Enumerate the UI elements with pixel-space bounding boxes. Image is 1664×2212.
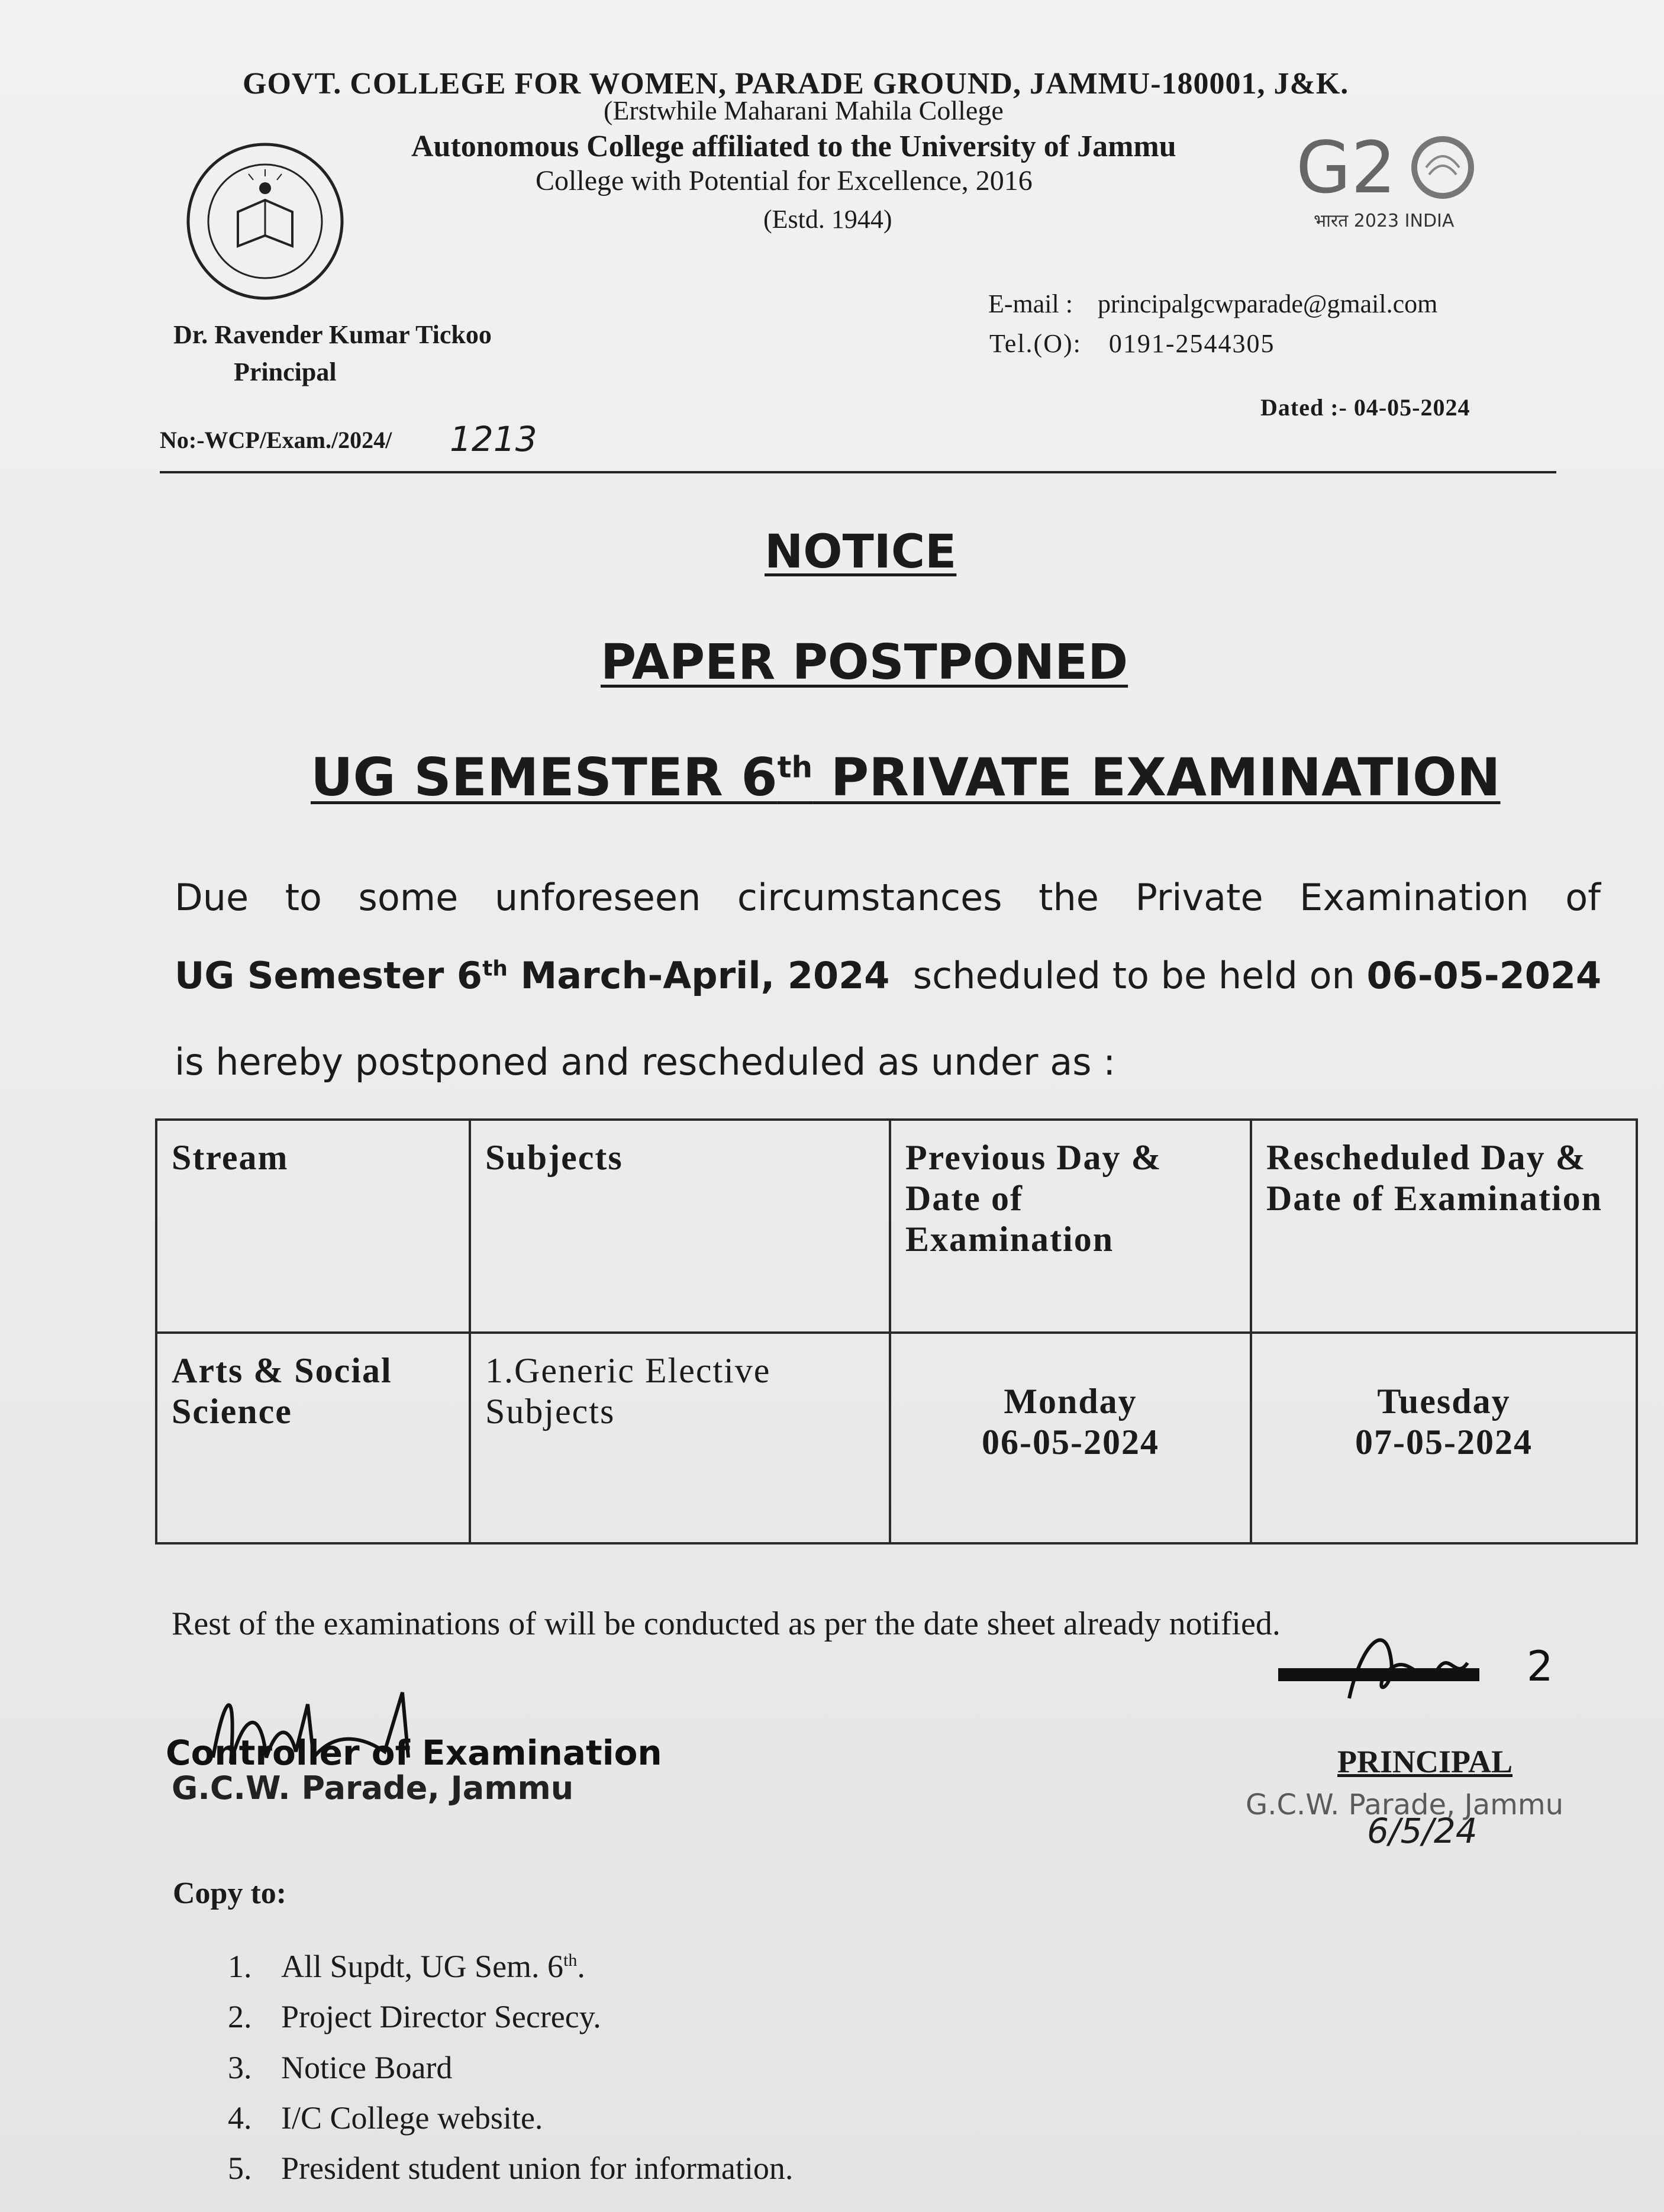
tel-label: Tel.(O): xyxy=(989,329,1082,358)
copy-to-number: 4. xyxy=(228,2100,252,2136)
college-seal-logo xyxy=(185,141,346,302)
body-semester-sup: th xyxy=(482,956,508,981)
body-line-1: Due to some unforeseen circumstances the Private Examination of xyxy=(175,876,1601,919)
copy-to-tail: . xyxy=(577,1949,585,1984)
cell-subjects: 1.Generic Elective Subjects xyxy=(470,1333,890,1543)
exam-title-sup: th xyxy=(777,750,813,785)
controller-subtitle: G.C.W. Parade, Jammu xyxy=(172,1769,574,1807)
cell-previous-day: Monday xyxy=(1004,1382,1137,1421)
rest-of-exams-line: Rest of the examinations of will be conducted as per the date sheet already notified. xyxy=(172,1605,1281,1642)
copy-to-number: 5. xyxy=(228,2150,252,2186)
tel-number: 0191-2544305 xyxy=(1108,329,1275,358)
cell-stream: Arts & Social Science xyxy=(156,1333,470,1543)
body-line-2 xyxy=(175,954,1601,997)
email-label: E-mail : xyxy=(988,289,1073,318)
reference-number-handwritten: 1213 xyxy=(450,419,537,459)
established-line: (Estd. 1944) xyxy=(763,205,892,234)
dated-value: :- 04-05-2024 xyxy=(1330,394,1470,421)
copy-to-label: Copy to: xyxy=(173,1876,287,1910)
copy-to-item xyxy=(228,2100,543,2136)
postponed-title: PAPER POSTPONED xyxy=(601,634,1128,691)
copy-to-text: Notice Board xyxy=(281,2050,453,2085)
copy-to-item xyxy=(228,1948,585,1985)
table-header-stream: Stream xyxy=(156,1120,470,1333)
body-semester: UG Semester 6 xyxy=(175,954,483,997)
exam-title xyxy=(311,747,1501,808)
cell-rescheduled-date: 07-05-2024 xyxy=(1355,1423,1533,1462)
principal-stamp-subtitle: G.C.W. Parade, Jammu xyxy=(1246,1788,1564,1821)
header-divider xyxy=(160,471,1556,473)
cell-rescheduled xyxy=(1251,1333,1637,1543)
reference-number: No:-WCP/Exam./2024/ xyxy=(160,427,392,453)
principal-title: Principal xyxy=(234,357,337,386)
dated-label: Dated xyxy=(1260,394,1324,421)
table-header-subjects: Subjects xyxy=(470,1120,890,1333)
body-line-3: is hereby postponed and rescheduled as under as : xyxy=(175,1040,1116,1084)
exam-title-suffix: PRIVATE EXAMINATION xyxy=(812,747,1501,808)
principal-signature xyxy=(1231,1610,1562,1740)
copy-to-item xyxy=(228,1998,601,2035)
body-original-date: 06-05-2024 xyxy=(1366,954,1602,997)
svg-text:भारत 2023 INDIA: भारत 2023 INDIA xyxy=(1314,211,1455,231)
principal-handwritten-date: 6/5/24 xyxy=(1367,1811,1478,1851)
affiliation-line: Autonomous College affiliated to the University of Jammu xyxy=(411,130,1176,163)
cell-previous xyxy=(890,1333,1251,1543)
cell-rescheduled-day: Tuesday xyxy=(1377,1382,1511,1421)
tel-line xyxy=(989,328,1275,359)
former-name: (Erstwhile Maharani Mahila College xyxy=(604,95,1004,125)
table-header-row xyxy=(156,1120,1637,1333)
copy-to-number: 2. xyxy=(228,1999,252,2034)
exam-title-prefix: UG SEMESTER 6 xyxy=(311,747,778,808)
table-row xyxy=(156,1333,1637,1543)
svg-text:2: 2 xyxy=(1527,1642,1553,1691)
copy-to-text: I/C College website. xyxy=(281,2100,543,2136)
body-scheduled-text: scheduled to be held on xyxy=(889,954,1367,997)
principal-stamp-title: PRINCIPAL xyxy=(1337,1744,1513,1779)
cell-previous-date: 06-05-2024 xyxy=(982,1423,1159,1462)
reschedule-table xyxy=(155,1118,1638,1544)
copy-to-text: Project Director Secrecy. xyxy=(281,1999,601,2034)
copy-to-number: 1. xyxy=(228,1949,252,1984)
copy-to-sup: th xyxy=(563,1950,578,1970)
svg-text:G2: G2 xyxy=(1296,127,1397,209)
email-address: principalgcwparade@gmail.com xyxy=(1097,289,1438,318)
excellence-line: College with Potential for Excellence, 2016 xyxy=(536,165,1033,196)
controller-title: Controller of Examination xyxy=(166,1733,662,1773)
table-header-rescheduled: Rescheduled Day & Date of Examination xyxy=(1251,1120,1637,1333)
college-name: GOVT. COLLEGE FOR WOMEN, PARADE GROUND, JAMMU-180001, J&K. xyxy=(243,67,1349,101)
copy-to-item xyxy=(228,2150,793,2187)
copy-to-text: President student union for information. xyxy=(281,2150,794,2186)
dated-line xyxy=(1260,394,1470,421)
copy-to-text: All Supdt, UG Sem. 6 xyxy=(281,1949,564,1984)
g20-logo xyxy=(1296,121,1479,240)
principal-name: Dr. Ravender Kumar Tickoo xyxy=(173,320,492,349)
table-header-previous: Previous Day & Date of Examination xyxy=(890,1120,1251,1333)
email-line xyxy=(988,289,1437,319)
copy-to-item xyxy=(228,2049,452,2086)
notice-title: NOTICE xyxy=(765,525,957,579)
copy-to-number: 3. xyxy=(228,2050,252,2085)
body-session: March-April, 2024 xyxy=(507,954,890,997)
